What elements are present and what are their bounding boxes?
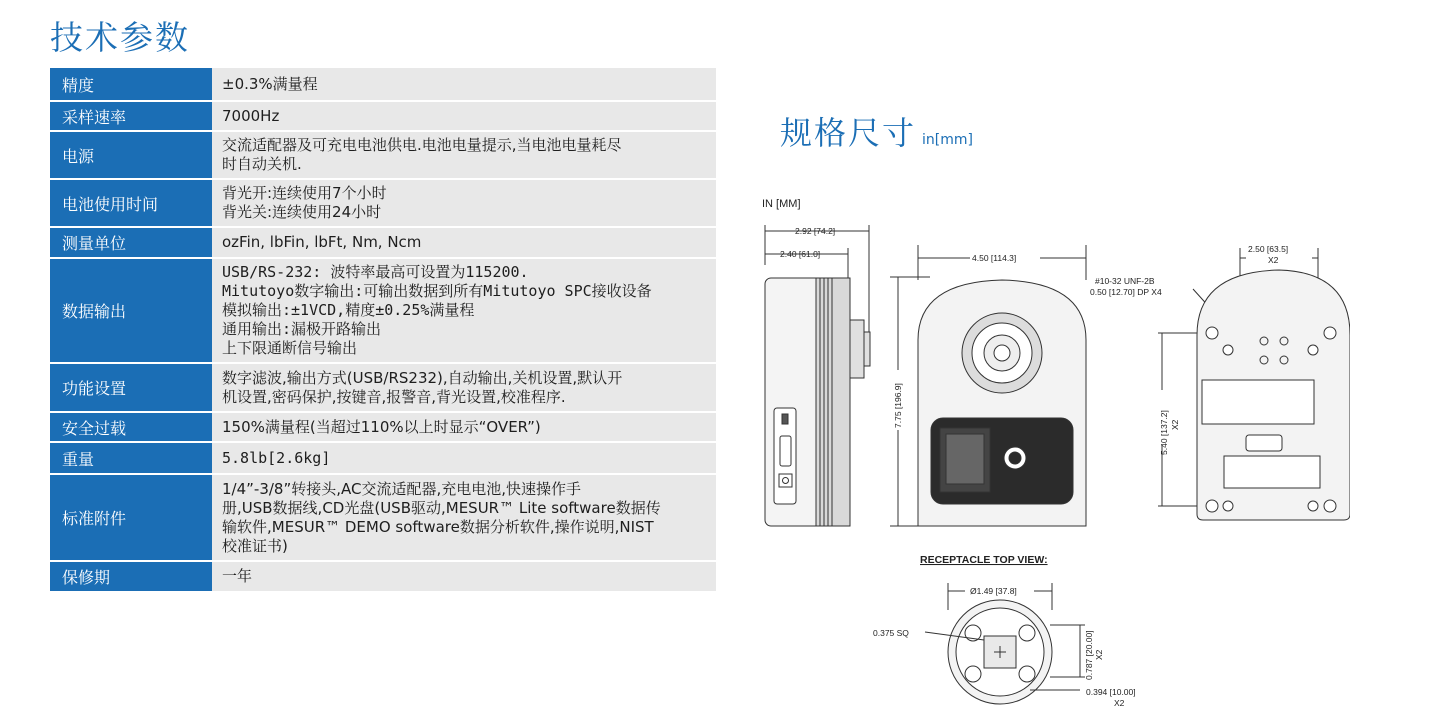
drawing-unit-label: IN [MM] bbox=[762, 198, 801, 210]
spec-row-value bbox=[212, 258, 716, 363]
spec-row-label: 电池使用时间 bbox=[50, 179, 212, 227]
spec-row-label: 保修期 bbox=[50, 561, 212, 592]
receptacle-view bbox=[925, 583, 1085, 704]
back-width-label: 2.50 [63.5] bbox=[1248, 244, 1289, 254]
spec-value-line: 校准证书) bbox=[222, 536, 288, 555]
spec-row-label: 安全过载 bbox=[50, 412, 212, 442]
receptacle-title: RECEPTACLE TOP VIEW: bbox=[920, 554, 1048, 566]
back-width-qty: X2 bbox=[1268, 255, 1279, 265]
hole-spacing-label: 0.787 [20.00] bbox=[1084, 630, 1094, 680]
spec-row bbox=[50, 561, 716, 592]
front-view bbox=[890, 245, 1086, 526]
spec-row-value bbox=[212, 442, 716, 474]
spec-row-label: 标准附件 bbox=[50, 474, 212, 561]
spec-value-line: 背光开:连续使用7个小时 bbox=[222, 184, 387, 202]
spec-value-line: 时自动关机. bbox=[222, 155, 302, 173]
thread-spec-label: #10-32 UNF-2B bbox=[1095, 276, 1155, 286]
spec-row bbox=[50, 101, 716, 131]
dimensions-title bbox=[780, 108, 973, 154]
hole-spacing-qty: X2 bbox=[1094, 649, 1104, 660]
spec-row-value bbox=[212, 227, 716, 258]
dimension-drawing bbox=[750, 190, 1350, 720]
spec-value-line: 册,USB数据线,CD光盘(USB驱动,MESUR™ Lite software数据传 bbox=[222, 498, 661, 517]
spec-value-line: 通用输出:漏极开路输出 bbox=[222, 320, 382, 338]
spec-row bbox=[50, 68, 716, 101]
side-width-inner-label: 2.40 [61.0] bbox=[780, 249, 821, 259]
spec-row-value bbox=[212, 68, 716, 101]
spec-value-line: 模拟输出:±1VCD,精度±0.25%满量程 bbox=[222, 301, 475, 319]
spec-row-label: 采样速率 bbox=[50, 101, 212, 131]
spec-row-value bbox=[212, 101, 716, 131]
spec-value-line: 150%满量程(当超过110%以上时显示“OVER”) bbox=[222, 417, 541, 436]
spec-row bbox=[50, 474, 716, 561]
spec-value-line: 机设置,密码保护,按键音,报警音,背光设置,校准程序. bbox=[222, 387, 566, 406]
spec-row-value bbox=[212, 412, 716, 442]
dimensions-title-text: 规格尺寸 bbox=[780, 114, 917, 152]
spec-value-line: 背光关:连续使用24小时 bbox=[222, 203, 382, 221]
spec-title: 技术参数 bbox=[50, 18, 190, 57]
spec-value-line: 交流适配器及可充电电池供电.电池电量提示,当电池电量耗尽 bbox=[222, 136, 622, 154]
spec-row bbox=[50, 131, 716, 179]
hole-offset-qty: X2 bbox=[1114, 698, 1125, 708]
hole-offset-label: 0.394 [10.00] bbox=[1086, 687, 1136, 697]
spec-value-line: 数字滤波,输出方式(USB/RS232),自动输出,关机设置,默认开 bbox=[222, 368, 623, 387]
spec-row-value bbox=[212, 363, 716, 412]
back-height-label: 5.40 [137.2] bbox=[1159, 410, 1169, 455]
spec-row-value bbox=[212, 131, 716, 179]
spec-value-line: 7000Hz bbox=[222, 106, 280, 125]
front-width-label: 4.50 [114.3] bbox=[972, 253, 1017, 263]
spec-row-label: 功能设置 bbox=[50, 363, 212, 412]
spec-value-line: 输软件,MESUR™ DEMO software数据分析软件,操作说明,NIST bbox=[222, 517, 654, 536]
spec-row-value bbox=[212, 179, 716, 227]
spec-value-line: 一年 bbox=[222, 567, 253, 585]
spec-row-label: 电源 bbox=[50, 131, 212, 179]
spec-row bbox=[50, 258, 716, 363]
receptacle-dia-label: Ø1.49 [37.8] bbox=[970, 586, 1017, 596]
side-view bbox=[765, 225, 870, 526]
thread-depth-label: 0.50 [12.70] DP X4 bbox=[1090, 287, 1162, 297]
square-drive-label: 0.375 SQ bbox=[873, 628, 909, 638]
spec-row bbox=[50, 442, 716, 474]
back-view bbox=[1158, 248, 1350, 520]
spec-row bbox=[50, 227, 716, 258]
dimensions-unit: in[mm] bbox=[922, 132, 973, 148]
spec-row bbox=[50, 179, 716, 227]
spec-row bbox=[50, 363, 716, 412]
spec-value-line: 上下限通断信号输出 bbox=[222, 339, 358, 357]
spec-row-label: 精度 bbox=[50, 68, 212, 101]
spec-row-value bbox=[212, 474, 716, 561]
side-width-outer-label: 2.92 [74.2] bbox=[795, 226, 836, 236]
spec-row-value bbox=[212, 561, 716, 592]
spec-value-line: ±0.3%满量程 bbox=[222, 74, 318, 93]
back-height-qty: X2 bbox=[1170, 419, 1180, 430]
spec-value-line: ozFin, lbFin, lbFt, Nm, Ncm bbox=[222, 233, 422, 251]
spec-value-line: Mitutoyo数字输出:可输出数据到所有Mitutoyo SPC接收设备 bbox=[222, 282, 652, 300]
spec-row-label: 测量单位 bbox=[50, 227, 212, 258]
spec-value-line: 1/4”-3/8”转接头,AC交流适配器,充电电池,快速操作手 bbox=[222, 479, 582, 498]
spec-row-label: 重量 bbox=[50, 442, 212, 474]
spec-table bbox=[50, 68, 716, 593]
spec-value-line: 5.8lb[2.6kg] bbox=[222, 448, 331, 467]
spec-row-label: 数据输出 bbox=[50, 258, 212, 363]
front-height-label: 7.75 [196.9] bbox=[893, 383, 903, 428]
spec-value-line: USB/RS-232: 波特率最高可设置为115200. bbox=[222, 263, 529, 281]
spec-row bbox=[50, 412, 716, 442]
